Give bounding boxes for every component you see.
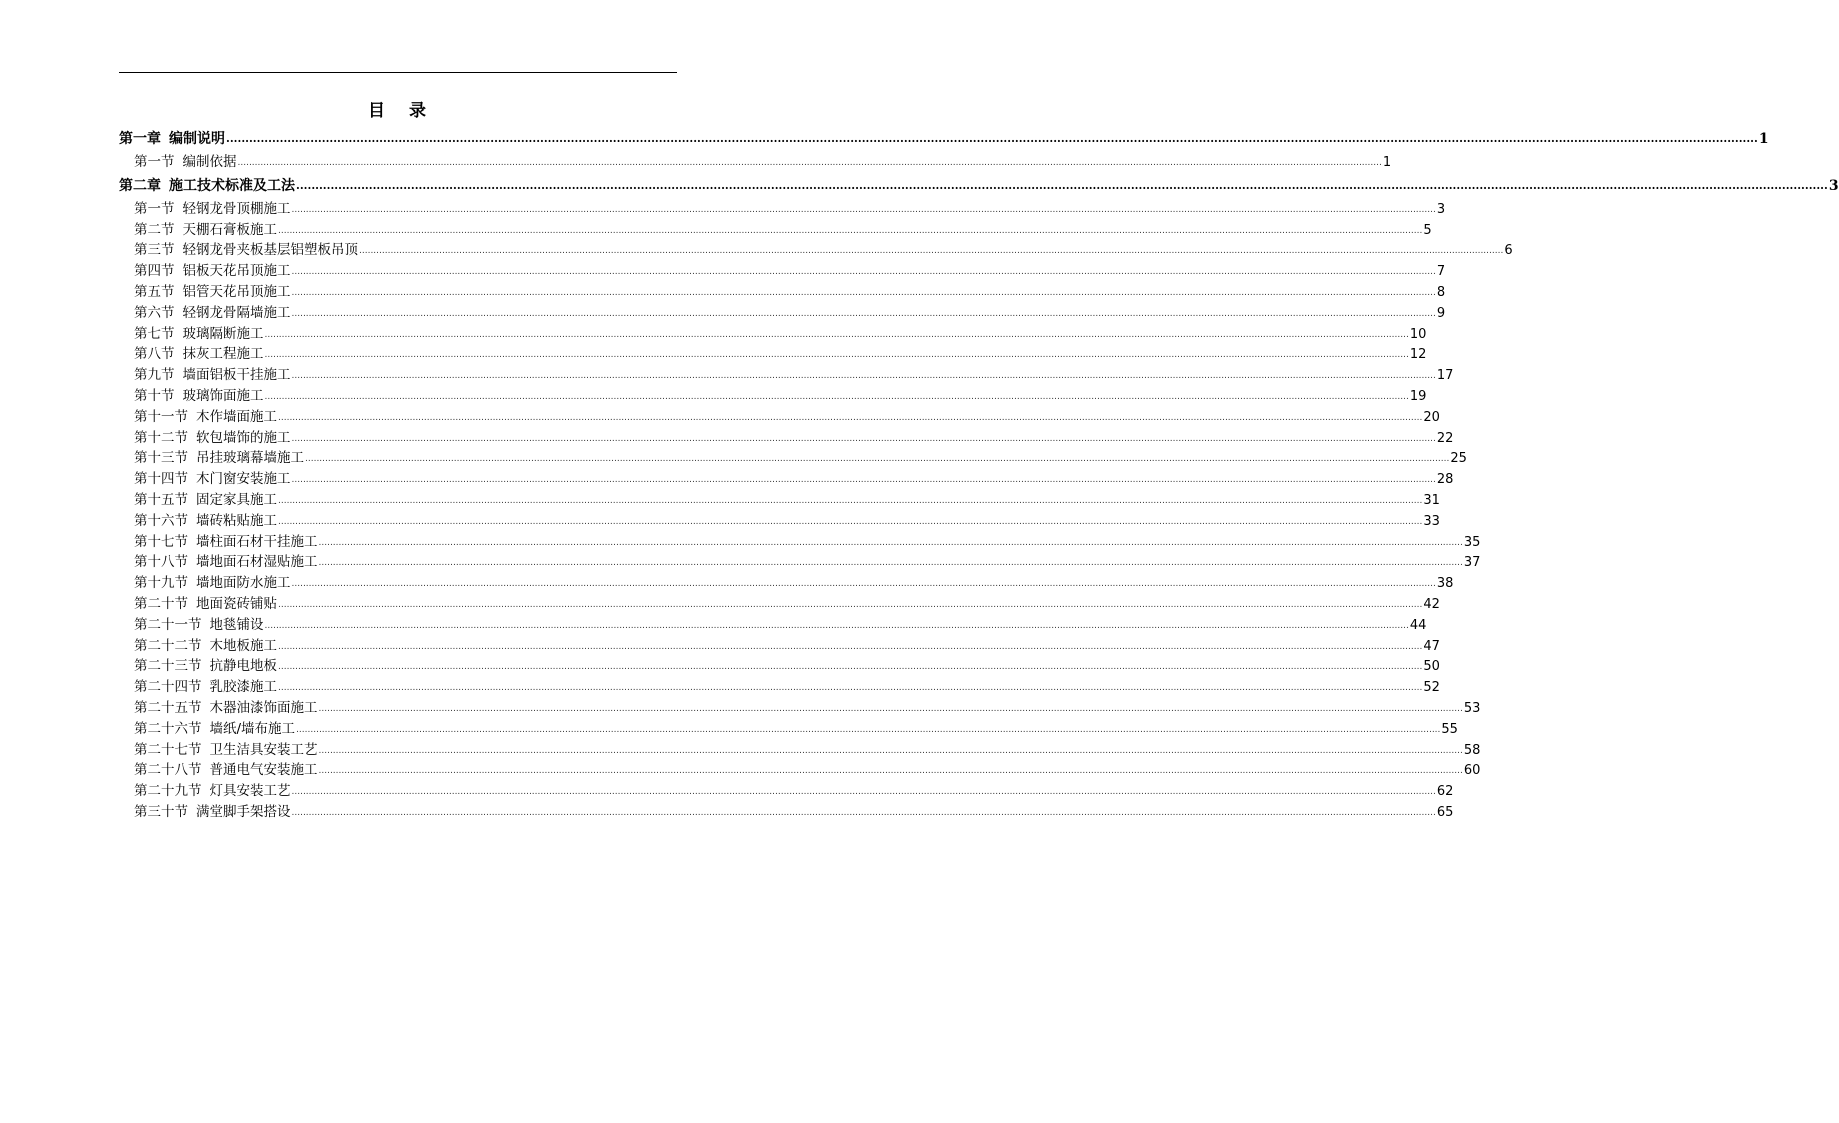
toc-page-number: 22	[1436, 430, 1454, 446]
toc-page-number: 33	[1423, 513, 1440, 529]
toc-page-number: 3	[1828, 177, 1839, 194]
toc-section-entry[interactable]	[119, 261, 1446, 282]
toc-page-number: 28	[1436, 472, 1454, 488]
toc-entry-label	[134, 407, 277, 428]
toc-dot-leader: ................................................................................................................................................................................................................................................................................................................................................................................................................	[291, 267, 1436, 278]
toc-entry-title: 木器油漆饰面施工	[209, 699, 318, 716]
title-char-2: 录	[409, 101, 426, 121]
toc-page-number: 35	[1463, 534, 1481, 550]
toc-entry-number: 第十一节	[134, 408, 188, 425]
toc-section-entry[interactable]	[119, 594, 1440, 615]
page-title	[0, 96, 794, 121]
toc-page-number: 47	[1423, 638, 1440, 654]
toc-page-number: 6	[1504, 243, 1513, 259]
toc-section-entry[interactable]	[119, 282, 1446, 303]
toc-section-entry[interactable]	[119, 781, 1454, 802]
toc-entry-number: 第十九节	[134, 575, 188, 592]
toc-section-entry[interactable]	[119, 303, 1446, 324]
toc-page-number: 37	[1463, 555, 1481, 571]
toc-section-entry[interactable]	[119, 324, 1427, 345]
toc-entry-number: 第二章	[119, 177, 161, 194]
toc-entry-label	[134, 677, 277, 698]
toc-entry-number: 第二十五节	[134, 699, 202, 716]
toc-entry-label	[134, 220, 277, 241]
toc-entry-number: 第九节	[134, 367, 175, 384]
toc-entry-label	[134, 261, 291, 282]
toc-entry-label	[134, 282, 291, 303]
toc-page-number: 58	[1463, 742, 1481, 758]
toc-page-number: 10	[1409, 326, 1427, 342]
toc-entry-number: 第七节	[134, 325, 175, 342]
toc-dot-leader: ................................................................................................................................................................................................................................................................................................................................................................................................................	[278, 516, 1423, 527]
toc-section-entry[interactable]	[119, 365, 1454, 386]
toc-entry-label	[134, 386, 264, 407]
toc-entry-title: 吊挂玻璃幕墙施工	[196, 450, 304, 467]
toc-dot-leader: ................................................................................................................................................................................................................................................................................................................................................................................................................	[278, 495, 1423, 506]
toc-entry-label	[134, 511, 277, 532]
toc-page-number: 17	[1436, 368, 1454, 384]
toc-page-number: 50	[1423, 659, 1440, 675]
toc-entry-number: 第二十四节	[134, 679, 202, 696]
toc-section-entry[interactable]	[119, 511, 1440, 532]
toc-entry-number: 第五节	[134, 283, 175, 300]
toc-section-entry[interactable]	[119, 677, 1440, 698]
toc-page-number: 52	[1423, 680, 1440, 696]
toc-section-entry[interactable]	[119, 220, 1432, 241]
toc-page-number: 65	[1436, 804, 1454, 820]
toc-dot-leader: ................................................................................................................................................................................................................................................................................................................................................................................................................	[278, 599, 1423, 610]
toc-entry-number: 第四节	[134, 263, 175, 280]
toc-entry-number: 第二十九节	[134, 783, 202, 800]
toc-dot-leader: ................................................................................................................................................................................................................................................................................................................................................................................................................	[291, 371, 1436, 382]
toc-entry-number: 第一节	[134, 154, 175, 170]
toc-section-entry[interactable]	[119, 802, 1454, 823]
toc-page-number: 1	[1382, 155, 1392, 170]
toc-page-number: 44	[1409, 617, 1427, 633]
toc-section-entry[interactable]	[119, 469, 1454, 490]
toc-dot-leader: ................................................................................................................................................................................................................................................................................................................................................................................................................	[359, 246, 1504, 257]
toc-entry-title: 墙砖粘贴施工	[196, 512, 277, 529]
toc-dot-leader: ................................................................................................................................................................................................................................................................................................................................................................................................................	[318, 766, 1463, 777]
toc-page-number: 9	[1436, 305, 1446, 321]
toc-entry-title: 铝板天花吊顶施工	[182, 263, 291, 280]
toc-entry-label	[134, 490, 277, 511]
toc-section-entry[interactable]	[119, 760, 1481, 781]
toc-entry-number: 第八节	[134, 346, 175, 363]
toc-page-number: 3	[1436, 201, 1446, 217]
toc-entry-label	[134, 552, 318, 573]
table-of-contents	[119, 126, 1839, 823]
toc-entry-label	[134, 781, 291, 802]
toc-dot-leader: ................................................................................................................................................................................................................................................................................................................................................................................................................	[318, 703, 1463, 714]
toc-dot-leader: ................................................................................................................................................................................................................................................................................................................................................................................................................	[291, 308, 1436, 319]
toc-entry-label	[134, 802, 291, 823]
toc-entry-number: 第二十二节	[134, 637, 202, 654]
toc-page-number: 60	[1463, 763, 1481, 779]
toc-entry-label	[134, 344, 264, 365]
toc-entry-label	[134, 698, 318, 719]
toc-entry-title: 施工技术标准及工法	[169, 177, 295, 194]
toc-section-entry[interactable]	[119, 698, 1481, 719]
toc-entry-label	[134, 532, 318, 553]
toc-entry-label	[134, 152, 237, 173]
toc-page-number: 55	[1441, 721, 1458, 737]
toc-entry-label	[134, 594, 277, 615]
toc-entry-label	[134, 469, 291, 490]
toc-section-entry[interactable]	[119, 532, 1481, 553]
toc-dot-leader: ................................................................................................................................................................................................................................................................................................................................................................................................................	[318, 537, 1463, 548]
toc-dot-leader: ................................................................................................................................................................................................................................................................................................................................................................................................................	[291, 807, 1436, 818]
toc-entry-title: 墙地面防水施工	[196, 575, 291, 592]
toc-entry-label	[134, 428, 291, 449]
toc-entry-number: 第一节	[134, 200, 175, 217]
toc-entry-title: 墙柱面石材干挂施工	[196, 533, 318, 550]
toc-entry-label	[134, 740, 318, 761]
toc-entry-number: 第十三节	[134, 450, 188, 467]
toc-entry-title: 轻钢龙骨顶棚施工	[182, 200, 291, 217]
toc-entry-title: 满堂脚手架搭设	[196, 803, 291, 820]
toc-entry-label	[134, 199, 291, 220]
toc-entry-title: 轻钢龙骨隔墙施工	[182, 304, 291, 321]
toc-dot-leader: ................................................................................................................................................................................................................................................................................................................................................................................................................	[278, 683, 1423, 694]
toc-dot-leader: ................................................................................................................................................................................................................................................................................................................................................................................................................	[305, 454, 1450, 465]
toc-page-number: 1	[1758, 131, 1769, 147]
toc-entry-number: 第二节	[134, 221, 175, 238]
toc-entry-label	[119, 173, 295, 199]
toc-section-entry[interactable]	[119, 656, 1440, 677]
title-char-1: 目	[368, 101, 385, 121]
toc-dot-leader: ................................................................................................................................................................................................................................................................................................................................................................................................................	[264, 350, 1409, 361]
toc-dot-leader: ................................................................................................................................................................................................................................................................................................................................................................................................................	[291, 433, 1436, 444]
toc-section-entry[interactable]	[119, 344, 1427, 365]
toc-section-entry[interactable]	[119, 552, 1481, 573]
toc-entry-title: 木作墙面施工	[196, 408, 277, 425]
toc-section-entry[interactable]	[119, 636, 1440, 657]
toc-entry-title: 编制依据	[182, 154, 237, 170]
toc-page-number: 8	[1436, 284, 1446, 300]
toc-entry-title: 抗静电地板	[209, 658, 277, 675]
toc-entry-label	[119, 126, 225, 152]
toc-entry-title: 固定家具施工	[196, 491, 277, 508]
toc-section-entry[interactable]	[119, 240, 1513, 261]
toc-entry-label	[134, 760, 318, 781]
toc-entry-number: 第十节	[134, 387, 175, 404]
toc-chapter-entry[interactable]	[119, 126, 1769, 152]
toc-dot-leader: ................................................................................................................................................................................................................................................................................................................................................................................................................	[296, 724, 1441, 735]
toc-entry-number: 第十二节	[134, 429, 188, 446]
toc-entry-number: 第六节	[134, 304, 175, 321]
toc-page-number: 20	[1423, 409, 1440, 425]
toc-entry-number: 第二十一节	[134, 616, 202, 633]
toc-dot-leader: ................................................................................................................................................................................................................................................................................................................................................................................................................	[264, 620, 1409, 631]
toc-section-entry[interactable]	[119, 740, 1481, 761]
toc-entry-title: 地毯铺设	[209, 616, 264, 633]
toc-entry-number: 第二十八节	[134, 762, 202, 779]
toc-entry-title: 铝管天花吊顶施工	[182, 283, 291, 300]
toc-entry-title: 卫生洁具安装工艺	[209, 741, 318, 758]
toc-dot-leader: ................................................................................................................................................................................................................................................................................................................................................................................................................	[278, 662, 1423, 673]
toc-dot-leader: ................................................................................................................................................................................................................................................................................................................................................................................................................	[291, 579, 1436, 590]
toc-page-number: 12	[1409, 347, 1427, 363]
toc-entry-label	[134, 615, 264, 636]
toc-entry-number: 第十六节	[134, 512, 188, 529]
toc-page-number: 5	[1423, 222, 1432, 238]
toc-entry-number: 第三节	[134, 242, 175, 259]
toc-dot-leader: ................................................................................................................................................................................................................................................................................................................................................................................................................	[296, 178, 1828, 192]
toc-entry-label	[134, 324, 264, 345]
toc-entry-title: 轻钢龙骨夹板基层铝塑板吊顶	[182, 242, 358, 259]
toc-entry-label	[134, 240, 358, 261]
toc-dot-leader: ................................................................................................................................................................................................................................................................................................................................................................................................................	[226, 132, 1758, 145]
header-rule	[119, 72, 677, 73]
toc-page-number: 19	[1409, 388, 1427, 404]
toc-entry-title: 编制说明	[169, 131, 225, 147]
toc-entry-number: 第十四节	[134, 471, 188, 488]
toc-entry-title: 玻璃隔断施工	[182, 325, 264, 342]
toc-section-entry[interactable]	[119, 407, 1440, 428]
toc-dot-leader: ................................................................................................................................................................................................................................................................................................................................................................................................................	[278, 412, 1423, 423]
toc-dot-leader: ................................................................................................................................................................................................................................................................................................................................................................................................................	[291, 287, 1436, 298]
toc-entry-number: 第二十六节	[134, 720, 202, 737]
toc-entry-label	[134, 656, 277, 677]
toc-entry-title: 玻璃饰面施工	[182, 387, 264, 404]
toc-page-number: 25	[1450, 451, 1467, 467]
toc-entry-number: 第三十节	[134, 803, 188, 820]
toc-dot-leader: ................................................................................................................................................................................................................................................................................................................................................................................................................	[237, 158, 1382, 168]
toc-entry-label	[134, 448, 304, 469]
toc-entry-label	[134, 303, 291, 324]
toc-page-number: 31	[1423, 492, 1440, 508]
toc-entry-title: 墙地面石材湿贴施工	[196, 554, 318, 571]
toc-section-entry[interactable]	[119, 386, 1427, 407]
toc-dot-leader: ................................................................................................................................................................................................................................................................................................................................................................................................................	[278, 641, 1423, 652]
toc-dot-leader: ................................................................................................................................................................................................................................................................................................................................................................................................................	[318, 745, 1463, 756]
toc-section-entry[interactable]	[119, 199, 1446, 220]
toc-entry-title: 墙纸/墙布施工	[209, 720, 296, 737]
toc-section-entry[interactable]	[119, 448, 1467, 469]
toc-entry-number: 第二十三节	[134, 658, 202, 675]
toc-entry-number: 第一章	[119, 131, 161, 147]
toc-entry-title: 普通电气安装施工	[209, 762, 318, 779]
toc-page-number: 7	[1436, 264, 1446, 280]
toc-entry-title: 乳胶漆施工	[209, 679, 277, 696]
toc-section-entry[interactable]	[119, 719, 1458, 740]
toc-dot-leader: ................................................................................................................................................................................................................................................................................................................................................................................................................	[291, 475, 1436, 486]
toc-section-entry[interactable]	[119, 428, 1454, 449]
toc-entry-title: 软包墙饰的施工	[196, 429, 291, 446]
toc-entry-label	[134, 636, 277, 657]
toc-page-number: 38	[1436, 576, 1454, 592]
toc-entry-title: 抹灰工程施工	[182, 346, 264, 363]
toc-entry-number: 第二十节	[134, 595, 188, 612]
toc-section-entry[interactable]	[119, 152, 1392, 173]
toc-page-number: 62	[1436, 784, 1454, 800]
toc-entry-number: 第十八节	[134, 554, 188, 571]
toc-dot-leader: ................................................................................................................................................................................................................................................................................................................................................................................................................	[278, 225, 1423, 236]
toc-section-entry[interactable]	[119, 615, 1427, 636]
toc-entry-number: 第十七节	[134, 533, 188, 550]
toc-dot-leader: ................................................................................................................................................................................................................................................................................................................................................................................................................	[291, 204, 1436, 215]
toc-entry-title: 地面瓷砖铺贴	[196, 595, 277, 612]
toc-entry-title: 墙面铝板干挂施工	[182, 367, 291, 384]
toc-page-number: 42	[1423, 596, 1440, 612]
toc-page-number: 53	[1463, 700, 1481, 716]
toc-section-entry[interactable]	[119, 573, 1454, 594]
toc-chapter-entry[interactable]	[119, 173, 1839, 199]
toc-entry-label	[134, 719, 295, 740]
toc-entry-title: 木门窗安装施工	[196, 471, 291, 488]
toc-entry-label	[134, 573, 291, 594]
toc-dot-leader: ................................................................................................................................................................................................................................................................................................................................................................................................................	[264, 391, 1409, 402]
toc-dot-leader: ................................................................................................................................................................................................................................................................................................................................................................................................................	[318, 558, 1463, 569]
toc-dot-leader: ................................................................................................................................................................................................................................................................................................................................................................................................................	[264, 329, 1409, 340]
toc-entry-number: 第二十七节	[134, 741, 202, 758]
toc-dot-leader: ................................................................................................................................................................................................................................................................................................................................................................................................................	[291, 787, 1436, 798]
toc-entry-title: 木地板施工	[209, 637, 277, 654]
toc-entry-title: 灯具安装工艺	[209, 783, 291, 800]
toc-section-entry[interactable]	[119, 490, 1440, 511]
toc-entry-title: 天棚石膏板施工	[182, 221, 277, 238]
toc-entry-label	[134, 365, 291, 386]
toc-entry-number: 第十五节	[134, 491, 188, 508]
